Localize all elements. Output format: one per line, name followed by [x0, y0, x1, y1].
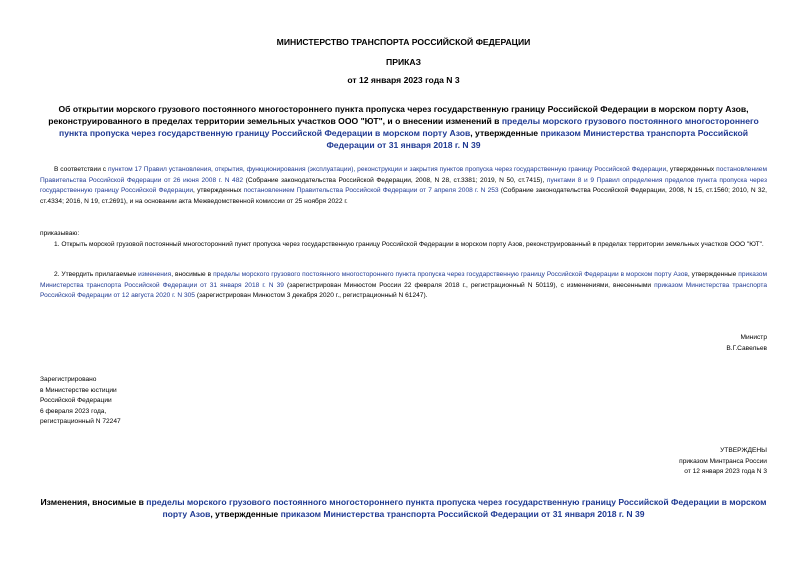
registration-line: Зарегистрировано — [40, 376, 97, 383]
item2-text: (зарегистрирован Минюстом России 22 февраля 2018 г., регистрационный N 50119), с изменениями, внесенными — [283, 281, 655, 289]
order-2018-link[interactable]: приказом Министерства транспорта Российской Федерации от 31 января 2018 г. N 39 — [280, 509, 645, 519]
signature-name: В.Г.Савельев — [726, 344, 767, 352]
preamble-text: (Собрание законодательства Российской Федерации, 2008, N 15, ст.1560; 2010, N 32, ст.4334; 2016, N 19, ст.2691), и на основании акта Межведомственной комиссии от 25 ноября 2022 г. — [40, 187, 767, 205]
changes-title — [40, 496, 767, 520]
order-word: приказываю: — [40, 230, 80, 237]
resolution-482-link[interactable]: постановлением Правительства Российской Федерации от 26 июня 2008 г. N 482 — [40, 166, 767, 184]
order-title-text: Об открытии морского грузового постоянного многостороннего пункта пропуска через государственную границу Российской Федерации в морском порту Азов, реконструированного в пределах территории земельных участков ООО "ЮТ", и о внесении изменений в — [48, 104, 749, 126]
order-item-1: 1. Открыть морской грузовой постоянный многосторонний пункт пропуска через государственную границу Российской Федерации в морском порту Азов, реконструированный в пределах территории земельных участков ООО "ЮТ". — [54, 241, 764, 248]
ministry-heading: МИНИСТЕРСТВО ТРАНСПОРТА РОССИЙСКОЙ ФЕДЕРАЦИИ — [276, 37, 531, 47]
item2-text: , вносимые в — [171, 271, 214, 278]
item2-text: , утвержденные — [687, 271, 739, 278]
order-2018-link[interactable]: приказом Министерства транспорта Российской Федерации от 31 января 2018 г. N 39 — [326, 128, 748, 150]
item2-text: (зарегистрирован Минюстом 3 декабря 2020 г., регистрационный N 61247). — [194, 292, 428, 300]
order-2020-link[interactable]: приказом Министерства транспорта Российской Федерации от 12 августа 2020 г. N 305 — [40, 281, 768, 300]
signature-block — [726, 333, 767, 354]
order-item-2 — [40, 270, 767, 302]
resolution-253-link[interactable]: постановлением Правительства Российской Федерации от 7 апреля 2008 г. N 253 — [243, 187, 499, 195]
changes-title-text: Изменения, вносимые в — [40, 497, 147, 507]
approval-line: приказом Минтранса России — [679, 457, 767, 465]
boundaries-link[interactable]: пределы морского грузового постоянного многостороннего пункта пропуска через государственную границу Российской Федерации в морском порту Азов — [59, 116, 759, 138]
rules-item-17-link[interactable]: пунктом 17 Правил установления, открытия, функционирования (эксплуатации), реконструкции и закрытия пунктов пропуска через государственную границу Российской Федерации — [108, 166, 667, 173]
registration-line: 6 февраля 2023 года, — [40, 407, 107, 415]
preamble-text: , утвержденных — [193, 187, 244, 195]
preamble-text: (Собрание законодательства Российской Федерации, 2008, N 28, ст.3381; 2019, N 50, ст.7415), — [243, 176, 547, 184]
preamble-text: , утвержденных — [666, 166, 717, 173]
document-type-heading: ПРИКАЗ — [386, 57, 421, 67]
boundaries-link[interactable]: пределы морского грузового постоянного многостороннего пункта пропуска через государственную границу Российской Федерации в морском порту Азов — [146, 497, 767, 519]
order-title — [40, 103, 767, 151]
order-title-text: , утвержденные — [470, 128, 541, 138]
approval-line: УТВЕРЖДЕНЫ — [720, 447, 767, 454]
changes-link[interactable]: изменения — [138, 271, 172, 278]
preamble-text: В соответствии с — [54, 166, 109, 173]
registration-block — [40, 375, 121, 428]
registration-line: Российской Федерации — [40, 397, 112, 405]
order-2018-link[interactable]: приказом Министерства транспорта Российской Федерации от 31 января 2018 г. N 39 — [40, 271, 767, 289]
approval-block — [679, 446, 767, 478]
approval-line: от 12 января 2023 года N 3 — [684, 468, 767, 476]
rules-items-8-9-link[interactable]: пунктами 8 и 9 Правил определения пределов пункта пропуска через государственную границу Российской Федерации — [40, 176, 767, 195]
item2-text: 2. Утвердить прилагаемые — [54, 271, 139, 278]
boundaries-link[interactable]: пределы морского грузового постоянного многостороннего пункта пропуска через государственную границу Российской Федерации в морском порту Азов — [213, 271, 688, 278]
changes-title-text: , утвержденные — [210, 509, 281, 519]
registration-line: в Министерстве юстиции — [40, 386, 117, 394]
document-date-heading: от 12 января 2023 года N 3 — [347, 75, 460, 85]
preamble-paragraph — [40, 165, 767, 207]
signature-position: Министр — [740, 334, 767, 341]
registration-line: регистрационный N 72247 — [40, 418, 121, 426]
